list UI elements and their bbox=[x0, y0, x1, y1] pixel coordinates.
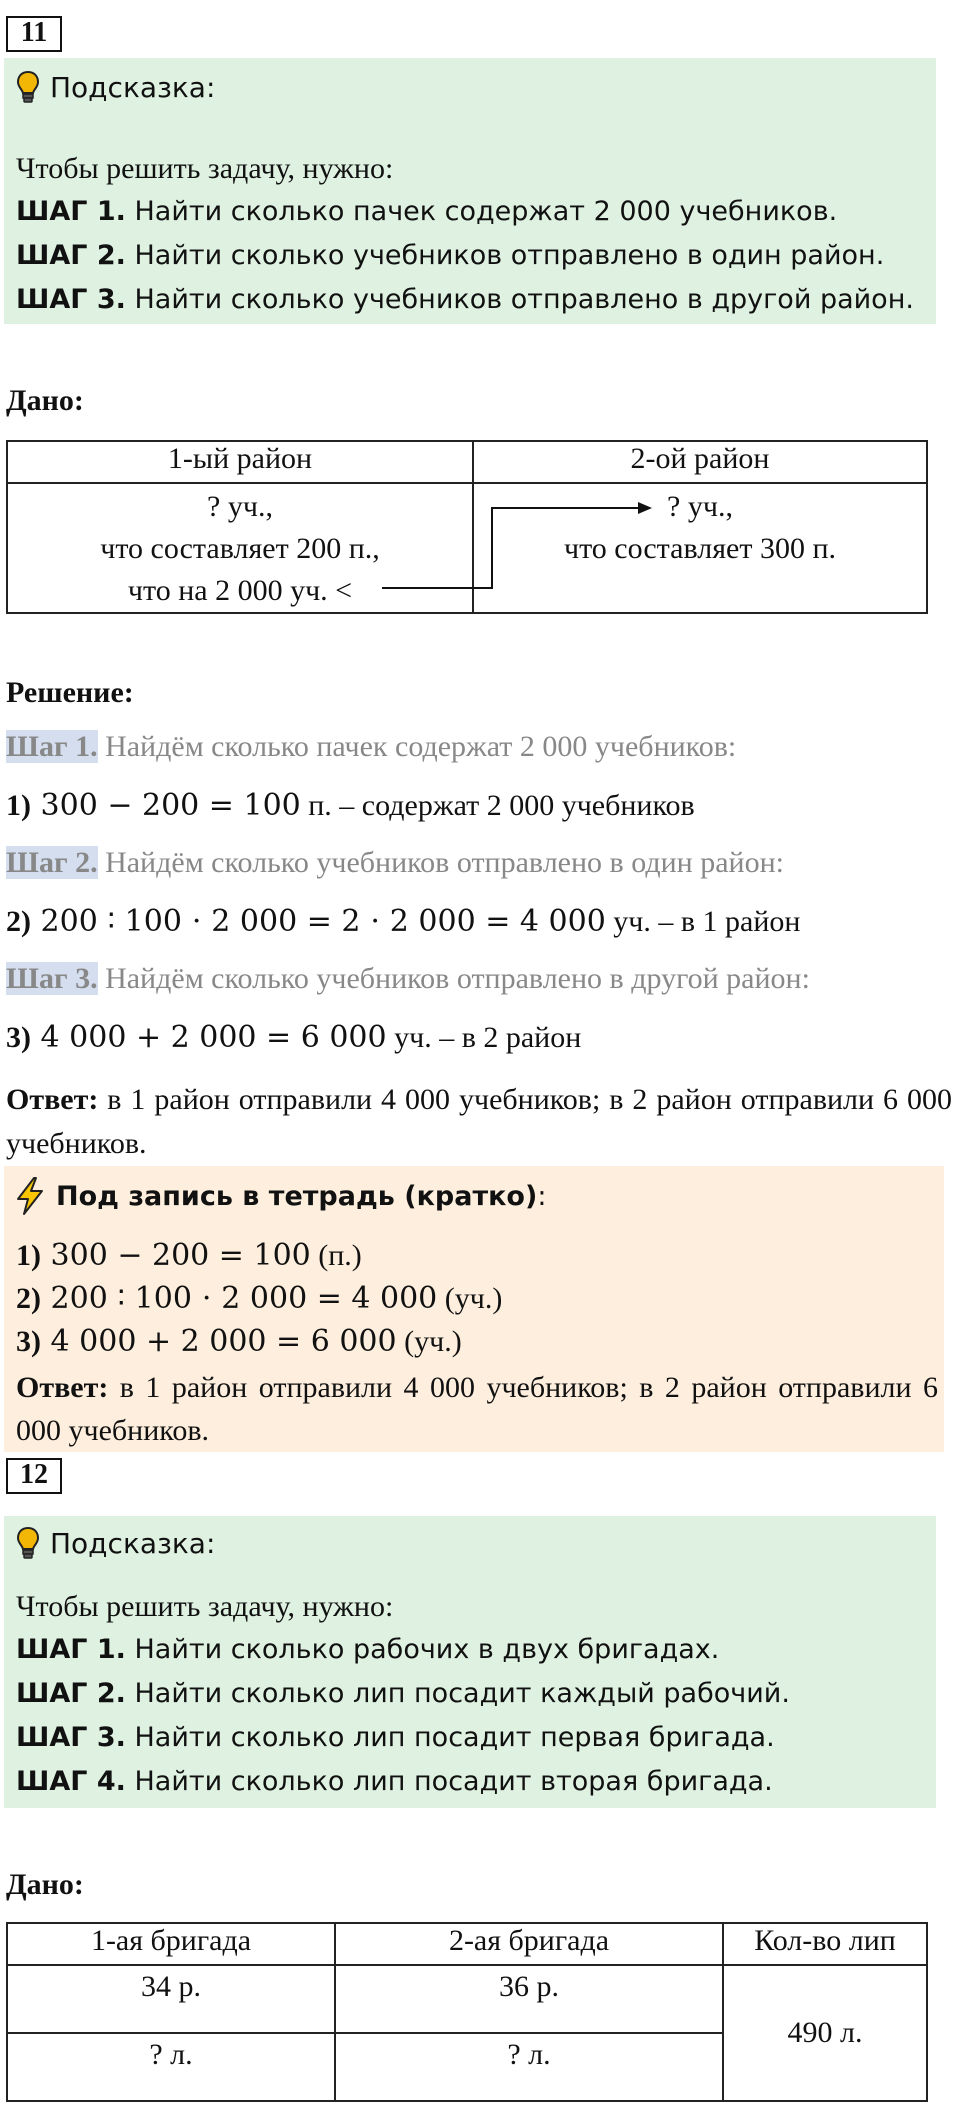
notebook-line-2: 2) 200 ∶ 100 ⋅ 2 000 = 4 000 (уч.) bbox=[16, 1281, 503, 1316]
table-header: 1-ый район bbox=[7, 441, 473, 483]
task-number-11: 11 bbox=[6, 16, 62, 52]
hint-step-4: ШАГ 4. Найти сколько лип посадит вторая бригада. bbox=[16, 1766, 773, 1797]
lightning-icon bbox=[14, 1176, 46, 1216]
given-label-12: Дано: bbox=[6, 1868, 84, 1901]
solution-label-11: Решение: bbox=[6, 676, 134, 709]
hint-step-1: ШАГ 1. Найти сколько рабочих в двух бригадах. bbox=[16, 1634, 720, 1665]
hint-step-2: ШАГ 2. Найти сколько учебников отправлено в один район. bbox=[16, 240, 885, 271]
lightbulb-icon bbox=[16, 1526, 40, 1560]
solution-line-2: 2) 200 ∶ 100 ⋅ 2 000 = 2 ⋅ 2 000 = 4 000 уч. – в 1 район bbox=[6, 904, 801, 939]
hint-step-2: ШАГ 2. Найти сколько лип посадит каждый рабочий. bbox=[16, 1678, 790, 1709]
solution-step-1-title: Шаг 1. Найдём сколько пачек содержат 2 000 учебников: bbox=[6, 730, 737, 763]
notebook-line-1: 1) 300 − 200 = 100 (п.) bbox=[16, 1238, 362, 1273]
solution-line-1: 1) 300 − 200 = 100 п. – содержат 2 000 учебников bbox=[6, 788, 695, 823]
table-cell: ? л. bbox=[335, 2033, 723, 2101]
hint-box-12 bbox=[4, 1516, 936, 1808]
hint-step-1: ШАГ 1. Найти сколько пачек содержат 2 000 учебников. bbox=[16, 196, 838, 227]
hint-title: Подсказка: bbox=[50, 70, 216, 104]
notebook-answer: Ответ: в 1 район отправили 4 000 учебников; в 2 район отправили 6 000 учебников. bbox=[16, 1371, 938, 1447]
table-header: 1-ая бригада bbox=[7, 1923, 335, 1965]
notebook-box-11 bbox=[4, 1166, 944, 1452]
given-label-11: Дано: bbox=[6, 384, 84, 417]
hint-intro: Чтобы решить задачу, нужно: bbox=[16, 152, 394, 185]
table-cell-district-2: ? уч., что составляет 300 п. bbox=[473, 483, 927, 613]
hint-box-11 bbox=[4, 58, 936, 324]
solution-step-3-title: Шаг 3. Найдём сколько учебников отправлено в другой район: bbox=[6, 962, 810, 995]
notebook-header: Под запись в тетрадь (кратко): bbox=[14, 1176, 546, 1216]
hint-header bbox=[16, 1526, 215, 1560]
hint-step-3: ШАГ 3. Найти сколько учебников отправлено в другой район. bbox=[16, 284, 914, 315]
task-number-12: 12 bbox=[6, 1458, 62, 1494]
hint-title: Подсказка: bbox=[50, 1526, 216, 1560]
table-header: 2-ая бригада bbox=[335, 1923, 723, 1965]
answer-11: Ответ: в 1 район отправили 4 000 учебников; в 2 район отправили 6 000 учебников. bbox=[6, 1083, 952, 1160]
table-cell-district-1: ? уч., что составляет 200 п., что на 2 000 уч. < bbox=[7, 483, 473, 613]
table-header: Кол-во лип bbox=[723, 1923, 927, 1965]
solution-step-2-title: Шаг 2. Найдём сколько учебников отправлено в один район: bbox=[6, 846, 784, 879]
hint-intro: Чтобы решить задачу, нужно: bbox=[16, 1590, 394, 1623]
table-cell: ? л. bbox=[7, 2033, 335, 2101]
hint-header bbox=[16, 70, 215, 104]
lightbulb-icon bbox=[16, 70, 40, 104]
arrow-icon bbox=[380, 494, 660, 594]
hint-step-3: ШАГ 3. Найти сколько лип посадит первая бригада. bbox=[16, 1722, 775, 1753]
table-cell: 34 р. bbox=[7, 1965, 335, 2033]
table-cell-total: 490 л. bbox=[723, 1965, 927, 2101]
notebook-line-3: 3) 4 000 + 2 000 = 6 000 (уч.) bbox=[16, 1324, 462, 1359]
table-header: 2-ой район bbox=[473, 441, 927, 483]
table-cell: 36 р. bbox=[335, 1965, 723, 2033]
given-table-12 bbox=[6, 1922, 928, 2102]
solution-line-3: 3) 4 000 + 2 000 = 6 000 уч. – в 2 район bbox=[6, 1020, 582, 1055]
